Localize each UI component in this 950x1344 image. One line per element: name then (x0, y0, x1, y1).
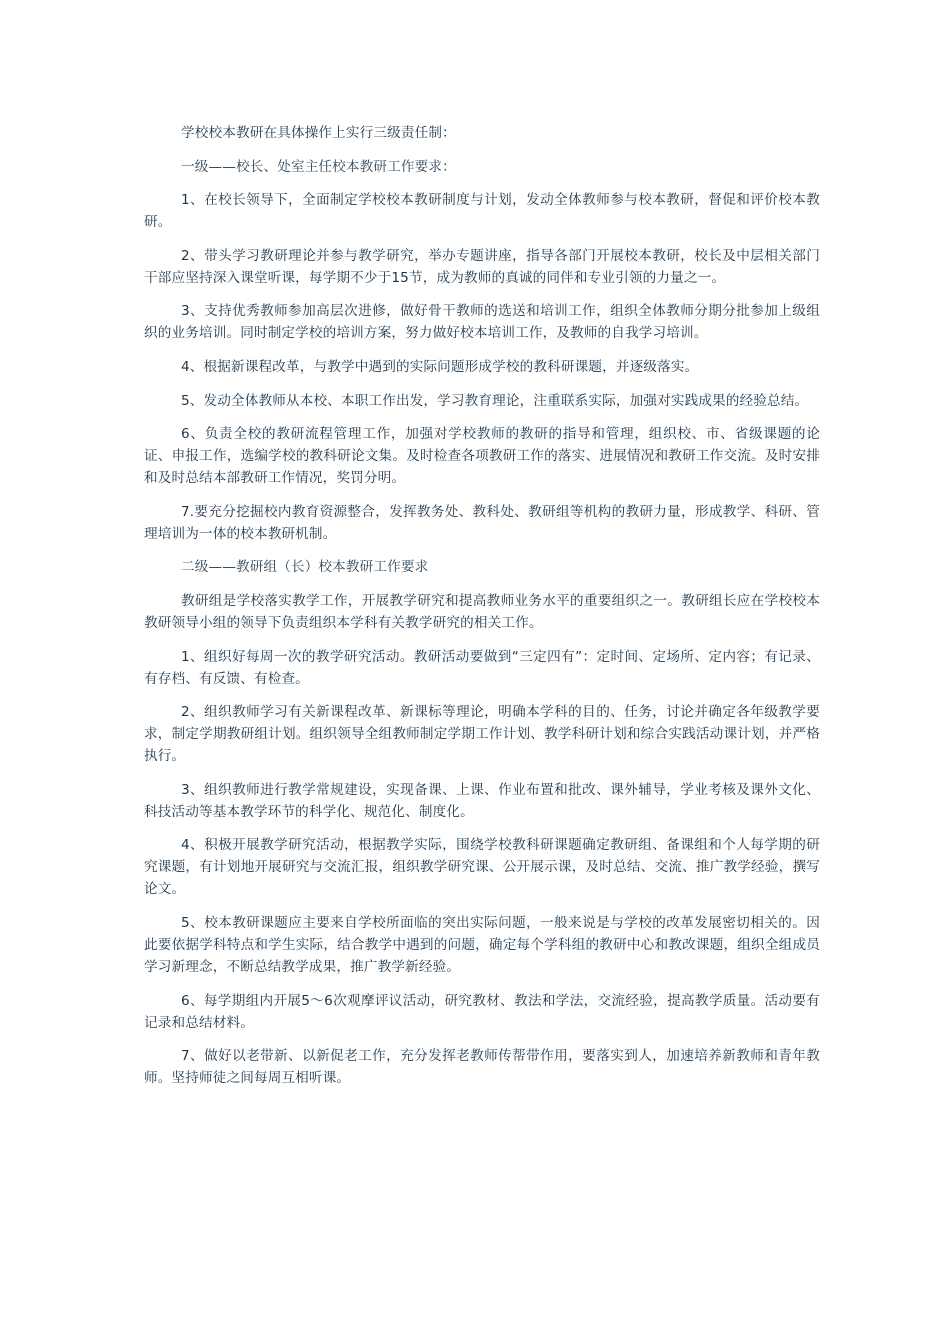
list-item: 4、根据新课程改革，与教学中遇到的实际问题形成学校的教科研课题，并逐级落实。 (181, 358, 699, 375)
intro-paragraph: 学校校本教研在具体操作上实行三级责任制： (181, 125, 456, 141)
section-heading-level-2: 二级——教研组（长）校本教研工作要求 (181, 559, 429, 576)
list-item: 1、在校长领导下，全面制定学校校本教研制度与计划，发动全体教师参与校本教研，督促和评价校本教研。 (144, 192, 820, 231)
list-item: 3、支持优秀教师参加高层次进修，做好骨干教师的选送和培训工作，组织全体教师分期分批参加上级组织的业务培训。同时制定学校的培训方案，努力做好校本培训工作，及教师的自我学习培训。 (144, 303, 820, 342)
document-body (144, 122, 820, 1101)
list-item: 3、组织教师进行教学常规建设，实现备课、上课、作业布置和批改、课外辅导，学业考核及课外文化、科技活动等基本教学环节的科学化、规范化、制度化。 (144, 781, 820, 820)
list-item: 2、组织教师学习有关新课程改革、新课标等理论，明确本学科的目的、任务，讨论并确定各年级教学要求，制定学期教研组计划。组织领导全组教师制定学期工作计划、教学科研计划和综合实践活动课计划，并严格执行。 (144, 704, 820, 765)
section-intro-paragraph: 教研组是学校落实教学工作，开展教学研究和提高教师业务水平的重要组织之一。教研组长应在学校校本教研领导小组的领导下负责组织本学科有关教学研究的相关工作。 (144, 592, 820, 631)
section-heading-level-1: 一级——校长、处室主任校本教研工作要求： (181, 158, 456, 175)
list-item: 1、组织好每周一次的教学研究活动。教研活动要做到“三定四有”：定时间、定场所、定内容；有记录、有存档、有反馈、有检查。 (144, 648, 820, 687)
list-item: 5、校本教研课题应主要来自学校所面临的突出实际问题，一般来说是与学校的改革发展密切相关的。因此要依据学科特点和学生实际，结合教学中遇到的问题，确定每个学科组的教研中心和教改课题，组织全组成员学习新理念，不断总结教学成果，推广教学新经验。 (144, 914, 820, 975)
list-item: 7.要充分挖掘校内教育资源整合，发挥教务处、教科处、教研组等机构的教研力量，形成教学、科研、管理培训为一体的校本教研机制。 (144, 503, 820, 542)
list-item: 2、带头学习教研理论并参与教学研究，举办专题讲座，指导各部门开展校本教研，校长及中层相关部门干部应坚持深入课堂听课，每学期不少于15节，成为教师的真诚的同伴和专业引领的力量之一。 (144, 247, 820, 286)
list-item: 6、每学期组内开展5～6次观摩评议活动，研究教材、教法和学法，交流经验，提高教学质量。活动要有记录和总结材料。 (144, 992, 820, 1031)
list-item: 7、做好以老带新、以新促老工作，充分发挥老教师传帮带作用，要落实到人，加速培养新教师和青年教师。坚持师徒之间每周互相听课。 (144, 1048, 820, 1087)
list-item: 5、发动全体教师从本校、本职工作出发，学习教育理论，注重联系实际，加强对实践成果的经验总结。 (181, 392, 809, 409)
list-item: 6、负责全校的教研流程管理工作，加强对学校教师的教研的指导和管理，组织校、市、省级课题的论证、申报工作，选编学校的教科研论文集。及时检查各项教研工作的落实、进展情况和教研工作交流。及时安排和及时总结本部教研工作情况，奖罚分明。 (144, 426, 820, 487)
list-item: 4、积极开展教学研究活动，根据教学实际，围绕学校教科研课题确定教研组、备课组和个人每学期的研究课题，有计划地开展研究与交流汇报，组织教学研究课、公开展示课，及时总结、交流、推广教学经验，撰写论文。 (144, 837, 820, 898)
